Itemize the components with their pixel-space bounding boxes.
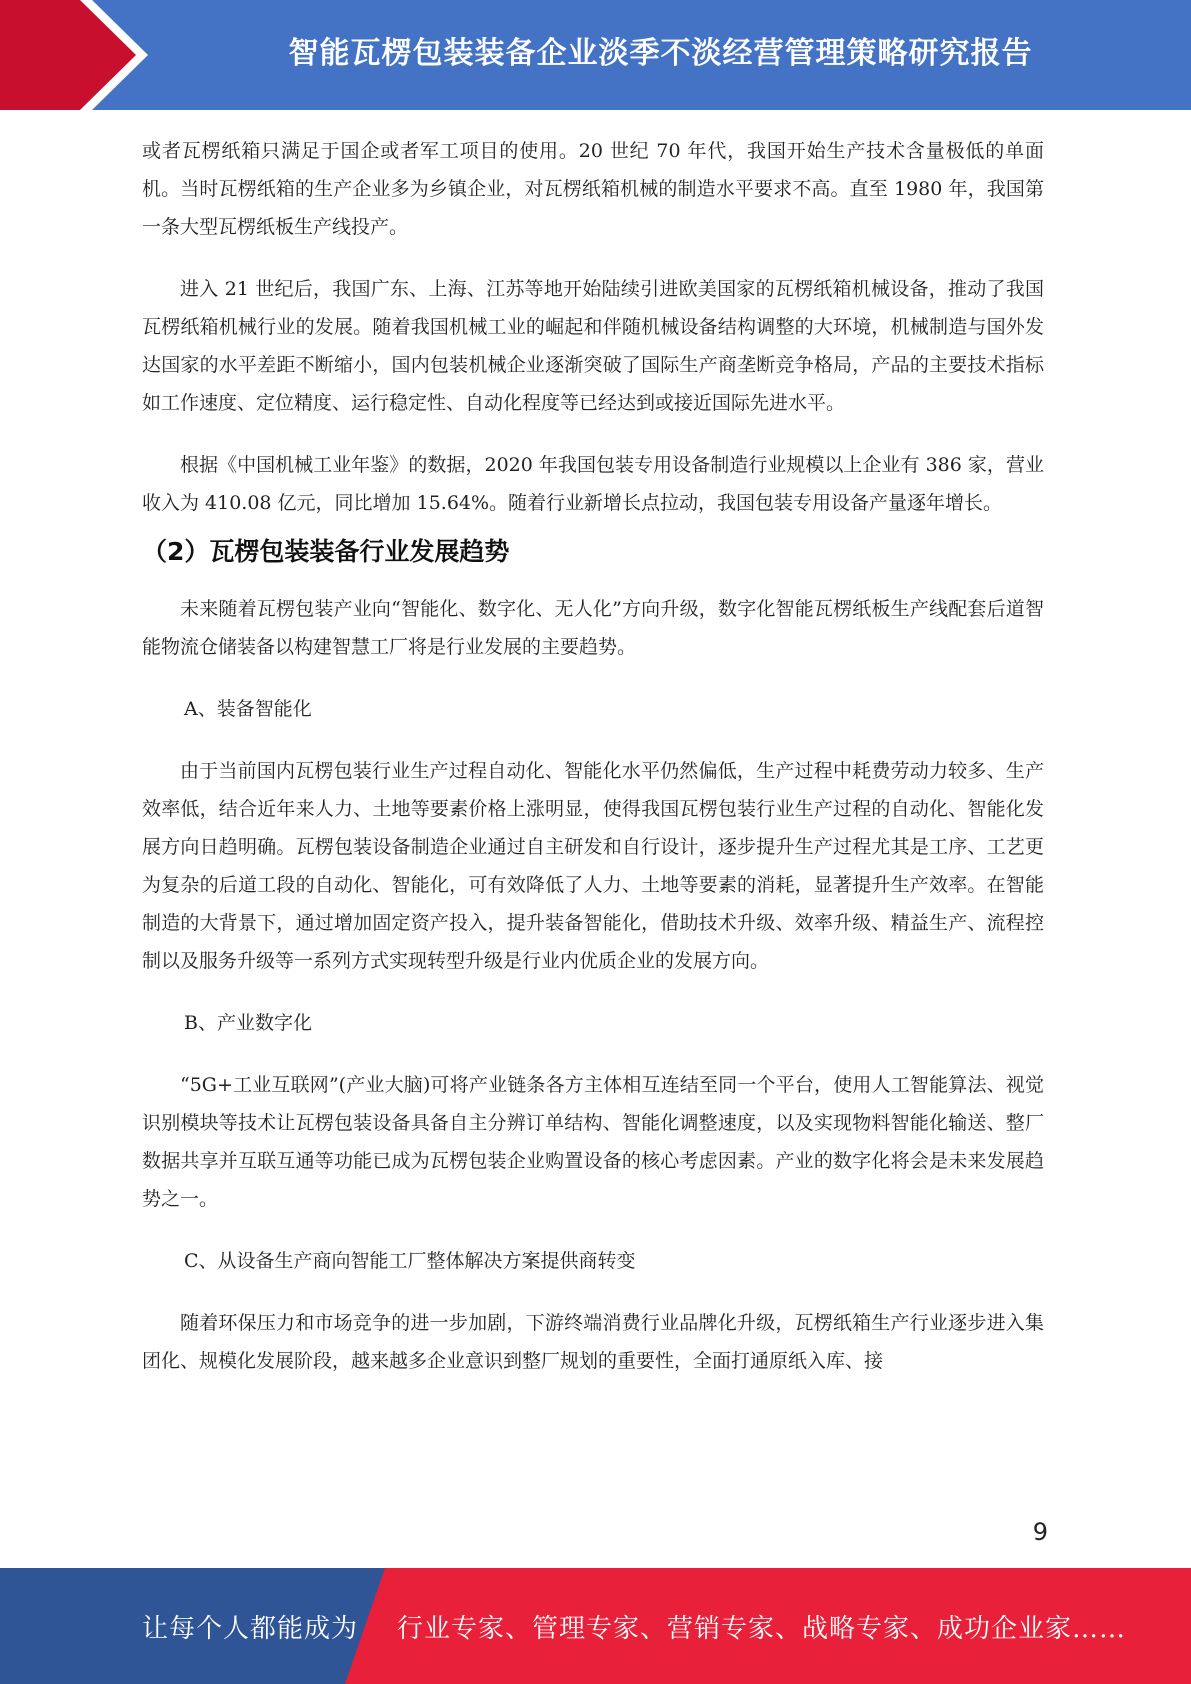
subheading-b: B、产业数字化 [184, 1012, 312, 1034]
paragraph-4: 未来随着瓦楞包装产业向“智能化、数字化、无人化”方向升级，数字化智能瓦楞纸板生产线配套后道智能物流仓储装备以构建智慧工厂将是行业发展的主要趋势。 [142, 598, 1044, 658]
page-footer [0, 1568, 1191, 1684]
paragraph-6: “5G+工业互联网”(产业大脑)可将产业链条各方主体相互连结至同一个平台，使用人工智能算法、视觉识别模块等技术让瓦楞包装设备具备自主分辨订单结构、智能化调整速度，以及实现物料智能化输送、整厂数据共享并互联互通等功能已成为瓦楞包装企业购置设备的核心考虑因素。产业的数字化将会是未来发展趋势之一。 [142, 1074, 1044, 1210]
section-heading: （2）瓦楞包装装备行业发展趋势 [142, 537, 510, 566]
paragraph-5: 由于当前国内瓦楞包装行业生产过程自动化、智能化水平仍然偏低，生产过程中耗费劳动力较多、生产效率低，结合近年来人力、土地等要素价格上涨明显，使得我国瓦楞包装行业生产过程的自动化、智能化发展方向日趋明确。瓦楞包装设备制造企业通过自主研发和自行设计，逐步提升生产过程尤其是工序、工艺更为复杂的后道工段的自动化、智能化，可有效降低了人力、土地等要素的消耗，显著提升生产效率。在智能制造的大背景下，通过增加固定资产投入，提升装备智能化，借助技术升级、效率升级、精益生产、流程控制以及服务升级等一系列方式实现转型升级是行业内优质企业的发展方向。 [142, 760, 1044, 972]
report-title: 智能瓦楞包装装备企业淡季不淡经营管理策略研究报告 [288, 36, 1033, 71]
paragraph-2: 进入 21 世纪后，我国广东、上海、江苏等地开始陆续引进欧美国家的瓦楞纸箱机械设备，推动了我国瓦楞纸箱机械行业的发展。随着我国机械工业的崛起和伴随机械设备结构调整的大环境，机械制造与国外发达国家的水平差距不断缩小，国内包装机械企业逐渐突破了国际生产商垄断竞争格局，产品的主要技术指标如工作速度、定位精度、运行稳定性、自动化程度等已经达到或接近国际先进水平。 [142, 278, 1044, 414]
subheading-c: C、从设备生产商向智能工厂整体解决方案提供商转变 [184, 1250, 636, 1272]
footer-slogan-left: 让每个人都能成为 [142, 1613, 359, 1644]
paragraph-7: 随着环保压力和市场竞争的进一步加剧，下游终端消费行业品牌化升级，瓦楞纸箱生产行业逐步进入集团化、规模化发展阶段，越来越多企业意识到整厂规划的重要性，全面打通原纸入库、接 [142, 1312, 1044, 1372]
page-number: 9 [1032, 1518, 1048, 1546]
paragraph-1: 或者瓦楞纸箱只满足于国企或者军工项目的使用。20 世纪 70 年代，我国开始生产技术含量极低的单面机。当时瓦楞纸箱的生产企业多为乡镇企业，对瓦楞纸箱机械的制造水平要求不高。直至 1980 年，我国第一条大型瓦楞纸板生产线投产。 [142, 140, 1044, 238]
document-body [142, 132, 1044, 1380]
page-header [0, 0, 1191, 110]
paragraph-3: 根据《中国机械工业年鉴》的数据，2020 年我国包装专用设备制造行业规模以上企业有 386 家，营业收入为 410.08 亿元，同比增加 15.64%。随着行业新增长点拉动，我国包装专用设备产量逐年增长。 [142, 454, 1044, 514]
chevron-arrow-icon [0, 0, 150, 110]
footer-slogan-right: 行业专家、管理专家、营销专家、战略专家、成功企业家…… [397, 1613, 1127, 1644]
subheading-a: A、装备智能化 [184, 698, 312, 720]
